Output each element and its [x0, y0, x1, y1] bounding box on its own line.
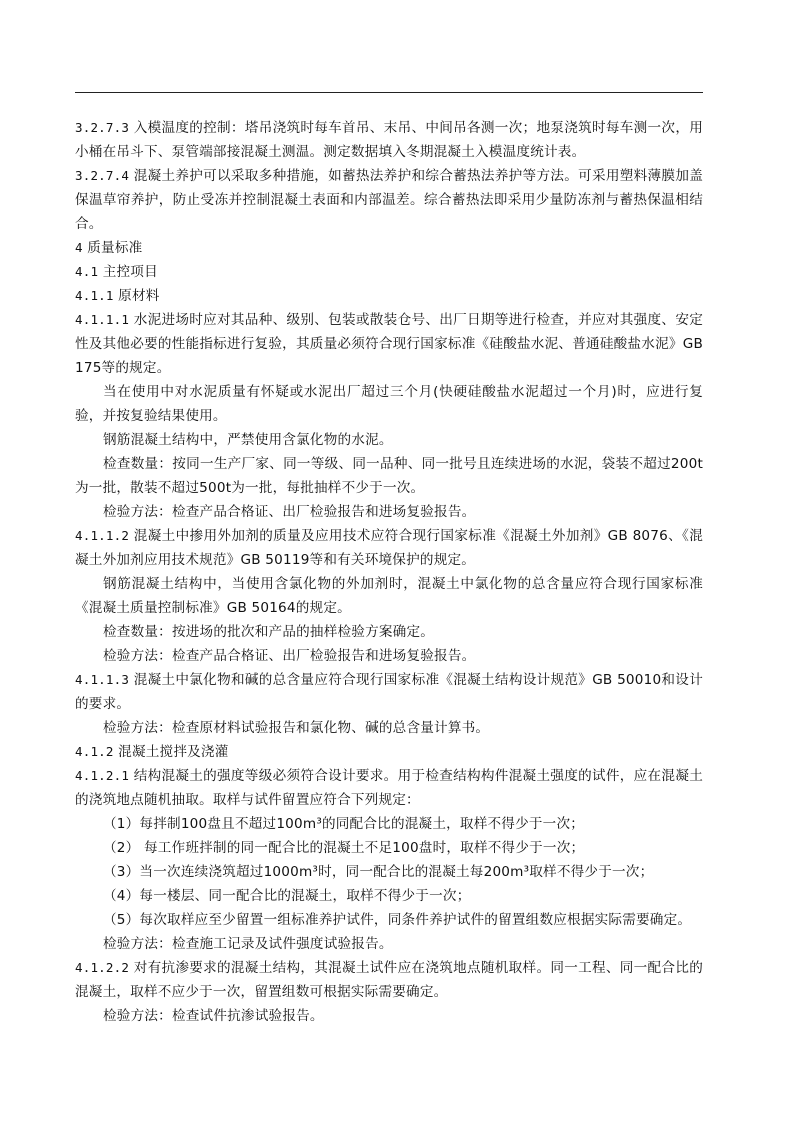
paragraph [75, 452, 703, 500]
clause-number: 3.2.7.3 [75, 120, 130, 135]
clause-number: 4 [75, 240, 83, 255]
paragraph-text: （1）每拌制100盘且不超过100m³的同配合比的混凝土，取样不得少于一次； [103, 816, 585, 832]
paragraph [75, 308, 703, 380]
paragraph-text: （2） 每工作班拌制的同一配合比的混凝土不足100盘时，取样不得少于一次； [103, 840, 585, 856]
paragraph [75, 572, 703, 620]
section-heading [75, 740, 703, 764]
paragraph [75, 932, 703, 956]
paragraph-text: 钢筋混凝土结构中，严禁使用含氯化物的水泥。 [103, 432, 393, 448]
paragraph-text: 质量标准 [82, 240, 143, 256]
clause-number: 4.1.2.1 [75, 768, 130, 783]
header-rule [75, 92, 703, 93]
paragraph [75, 164, 703, 236]
clause-number: 4.1.1.3 [75, 672, 130, 687]
paragraph-text: 混凝土搅拌及浇灌 [113, 744, 229, 760]
paragraph [75, 1004, 703, 1028]
paragraph-text: 检查数量：按进场的批次和产品的抽样检验方案确定。 [103, 624, 435, 640]
paragraph [75, 668, 703, 716]
paragraph [75, 764, 703, 812]
clause-number: 4.1 [75, 264, 99, 279]
list-item [75, 908, 703, 932]
paragraph [75, 956, 703, 1004]
paragraph-text: 入模温度的控制：塔吊浇筑时每车首吊、末吊、中间吊各测一次；地泵浇筑时每车测一次，用小桶在吊斗下、泵管端部接混凝土测温。测定数据填入冬期混凝土入模温度统计表。 [75, 120, 703, 160]
paragraph-text: 原材料 [113, 288, 160, 304]
clause-number: 3.2.7.4 [75, 168, 130, 183]
paragraph-text: 结构混凝土的强度等级必须符合设计要求。用于检查结构构件混凝土强度的试件，应在混凝土的浇筑地点随机抽取。取样与试件留置应符合下列规定： [75, 768, 703, 808]
section-heading [75, 284, 703, 308]
paragraph-text: 检验方法：检查产品合格证、出厂检验报告和进场复验报告。 [103, 648, 476, 664]
paragraph-text: 检验方法：检查试件抗渗试验报告。 [103, 1008, 324, 1024]
paragraph [75, 644, 703, 668]
section-heading [75, 260, 703, 284]
list-item [75, 812, 703, 836]
list-item [75, 860, 703, 884]
paragraph-text: 混凝土中氯化物和碱的总含量应符合现行国家标准《混凝土结构设计规范》GB 50010和设计的要求。 [75, 672, 703, 712]
paragraph-text: （3）当一次连续浇筑超过1000m³时，同一配合比的混凝土每200m³取样不得少于一次； [103, 864, 654, 880]
paragraph-text: 对有抗渗要求的混凝土结构，其混凝土试件应在浇筑地点随机取样。同一工程、同一配合比的混凝土，取样不应少于一次，留置组数可根据实际需要确定。 [75, 960, 703, 1000]
paragraph-text: 混凝土养护可以采取多种措施，如蓄热法养护和综合蓄热法养护等方法。可采用塑料薄膜加盖保温草帘养护，防止受冻并控制混凝土表面和内部温差。综合蓄热法即采用少量防冻剂与蓄热保温相结合。 [75, 168, 703, 232]
clause-number: 4.1.1.2 [75, 528, 130, 543]
paragraph [75, 716, 703, 740]
paragraph-text: 主控项目 [98, 264, 158, 280]
paragraph-text: （5）每次取样应至少留置一组标准养护试件，同条件养护试件的留置组数应根据实际需要确定。 [103, 912, 692, 928]
document-body [75, 116, 703, 1028]
clause-number: 4.1.2.2 [75, 960, 130, 975]
paragraph-text: 检验方法：检查施工记录及试件强度试验报告。 [103, 936, 393, 952]
list-item [75, 884, 703, 908]
clause-number: 4.1.1.1 [75, 312, 130, 327]
list-item [75, 836, 703, 860]
paragraph-text: 检验方法：检查产品合格证、出厂检验报告和进场复验报告。 [103, 504, 476, 520]
section-heading [75, 236, 703, 260]
clause-number: 4.1.1 [75, 288, 114, 303]
paragraph-text: 钢筋混凝土结构中，当使用含氯化物的外加剂时，混凝土中氯化物的总含量应符合现行国家标准《混凝土质量控制标准》GB 50164的规定。 [75, 576, 703, 616]
paragraph [75, 380, 703, 428]
clause-number: 4.1.2 [75, 744, 114, 759]
paragraph [75, 620, 703, 644]
paragraph-text: （4）每一楼层、同一配合比的混凝土，取样不得少于一次； [103, 888, 471, 904]
paragraph-text: 检验方法：检查原材料试验报告和氯化物、碱的总含量计算书。 [103, 720, 490, 736]
paragraph [75, 428, 703, 452]
paragraph [75, 524, 703, 572]
paragraph [75, 116, 703, 164]
paragraph [75, 500, 703, 524]
paragraph-text: 当在使用中对水泥质量有怀疑或水泥出厂超过三个月(快硬硅酸盐水泥超过一个月)时，应进行复验，并按复验结果使用。 [75, 384, 703, 424]
paragraph-text: 混凝土中掺用外加剂的质量及应用技术应符合现行国家标准《混凝土外加剂》GB 8076、《混凝土外加剂应用技术规范》GB 50119等和有关环境保护的规定。 [75, 528, 703, 568]
paragraph-text: 水泥进场时应对其品种、级别、包装或散装仓号、出厂日期等进行检查，并应对其强度、安定性及其他必要的性能指标进行复验，其质量必须符合现行国家标准《硅酸盐水泥、普通硅酸盐水泥》GB 175等的规定。 [75, 312, 703, 376]
paragraph-text: 检查数量：按同一生产厂家、同一等级、同一品种、同一批号且连续进场的水泥，袋装不超过200t为一批，散装不超过500t为一批，每批抽样不少于一次。 [75, 456, 703, 496]
